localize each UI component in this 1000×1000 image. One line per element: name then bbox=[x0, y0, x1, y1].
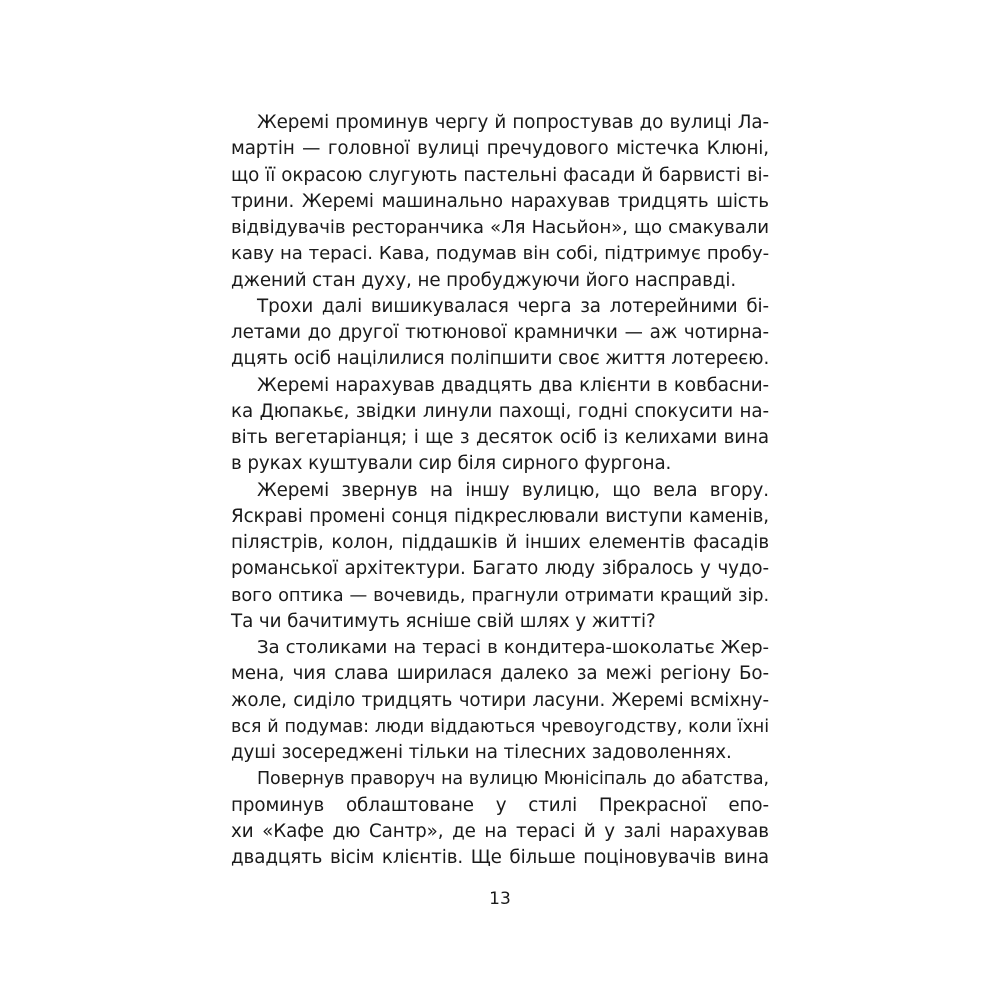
paragraph-4 bbox=[231, 478, 769, 636]
text-line: вого оптика — вочевидь, прагнули отримати кращий зір. bbox=[231, 585, 769, 606]
text-line: хи «Кафе дю Сантр», де на терасі й у залі нарахував bbox=[231, 820, 769, 842]
text-line: каву на терасі. Кава, подумав він собі, підтримує пробу- bbox=[231, 243, 769, 265]
text-line: Яскраві промені сонця підкреслювали виступи каменів, bbox=[231, 505, 769, 527]
text-line: мена, чия слава ширилася далеко за межі регіону Бо- bbox=[231, 663, 769, 685]
text-line: в руках куштували сир біля сирного фургона. bbox=[231, 453, 672, 475]
body-text bbox=[231, 110, 769, 871]
paragraph-2 bbox=[231, 294, 769, 373]
paragraph-6 bbox=[231, 766, 769, 871]
text-line: романської архітектури. Багато люду зібралось у чудо- bbox=[231, 558, 769, 580]
paragraph-5 bbox=[231, 635, 769, 766]
text-line: що її окрасою слугують пастельні фасади й барвисті ві- bbox=[231, 164, 769, 186]
text-line: двадцять вісім клієнтів. Ще більше поціновувачів вина bbox=[231, 847, 769, 868]
text-line: відвідувачів ресторанчика «Ля Насьйон», що смакували bbox=[231, 217, 769, 238]
text-line: вся й подумав: люди віддаються чревоугодству, коли їхні bbox=[231, 716, 769, 737]
text-line: За столиками на терасі в кондитера-шоколатьє Жер- bbox=[257, 637, 769, 658]
paragraph-1 bbox=[231, 110, 769, 294]
text-line: летами до другої тютюнової крамнички — аж чотирна- bbox=[231, 322, 769, 343]
text-line: ка Дюпакьє, звідки линули пахощі, годні спокусити на- bbox=[231, 400, 769, 422]
text-line: Та чи бачитимуть ясніше свій шлях у житті? bbox=[231, 610, 656, 632]
text-line: мартін — головної вулиці пречудового містечка Клюні, bbox=[231, 138, 769, 160]
text-line: джений стан духу, не пробуджуючи його насправді. bbox=[231, 269, 737, 291]
paragraph-3 bbox=[231, 373, 769, 478]
text-line: дцять осіб націлилися поліпшити своє життя лотереєю. bbox=[231, 348, 770, 370]
text-line: трини. Жеремі машинально нарахував тридцять шість bbox=[231, 190, 769, 212]
text-line: Жеремі проминув чергу й попростував до вулиці Ла- bbox=[257, 112, 769, 133]
text-line: проминув облаштоване у стилі Прекрасної епо- bbox=[231, 794, 769, 816]
text-line: жоле, сиділо тридцять чотири ласуни. Жеремі всміхну- bbox=[231, 689, 769, 711]
text-line: душі зосереджені тільки на тілесних задоволеннях. bbox=[231, 742, 732, 763]
text-line: віть вегетаріанця; і ще з десяток осіб із келихами вина bbox=[231, 427, 769, 448]
page-number: 13 bbox=[489, 889, 511, 909]
text-line: Жеремі нарахував двадцять два клієнти в ковбасни- bbox=[257, 374, 769, 396]
text-line: пілястрів, колон, піддашків й інших елементів фасадів bbox=[231, 532, 769, 553]
text-line: Трохи далі вишикувалася черга за лотерейними бі- bbox=[257, 295, 769, 317]
text-line: Повернув праворуч на вулицю Мюнісіпаль до абатства, bbox=[257, 769, 769, 790]
text-line: Жеремі звернув на іншу вулицю, що вела вгору. bbox=[257, 479, 769, 501]
